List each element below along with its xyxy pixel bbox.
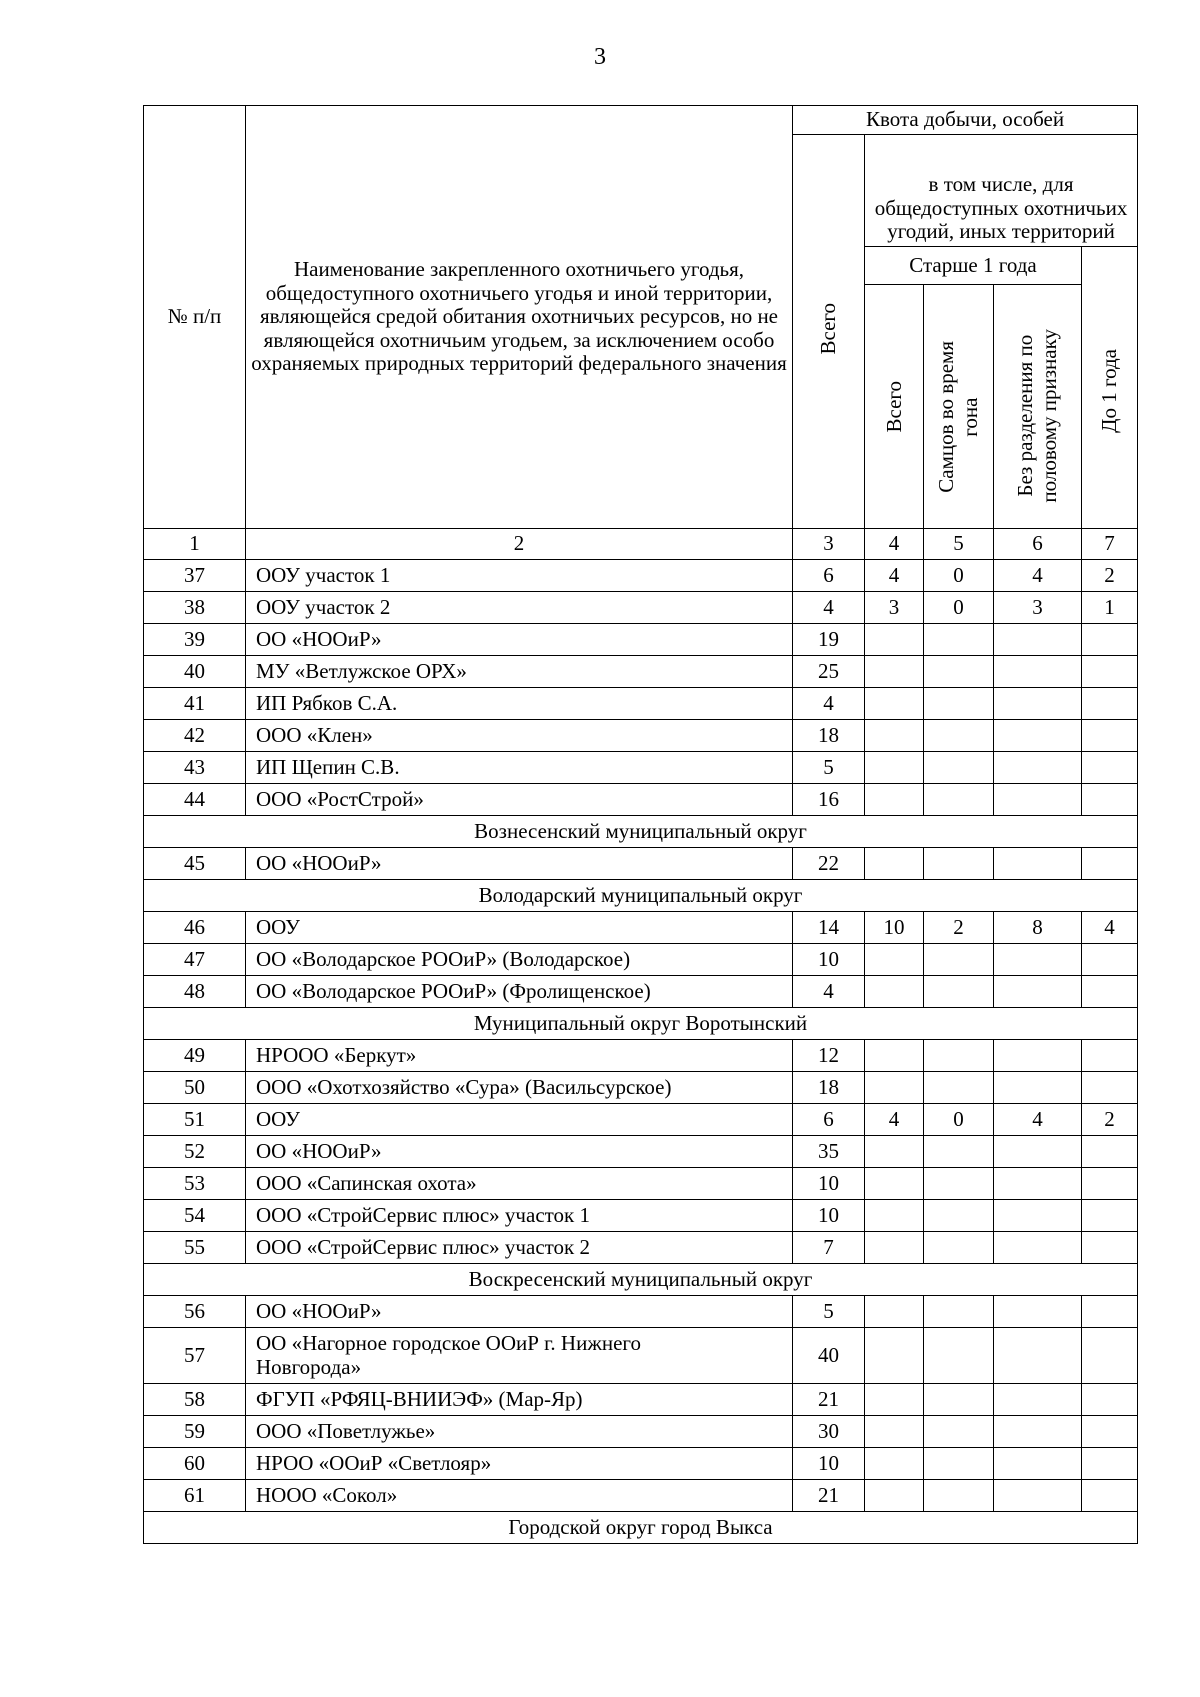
land-name: ООО «Охотхозяйство «Сура» (Васильсурское) <box>246 1072 793 1104</box>
quota-total: 12 <box>793 1040 865 1072</box>
table-row <box>144 944 1138 976</box>
males-during-rut: 0 <box>924 592 994 624</box>
row-number: 49 <box>144 1040 246 1072</box>
table-row <box>144 656 1138 688</box>
land-name: ИП Щепин С.В. <box>246 752 793 784</box>
row-number: 46 <box>144 912 246 944</box>
older-total: 3 <box>865 592 924 624</box>
header-total: Всего <box>816 302 841 355</box>
no-sex-distinction: 4 <box>994 1104 1082 1136</box>
under-one-year <box>1082 752 1138 784</box>
row-number: 59 <box>144 1416 246 1448</box>
column-number: 3 <box>793 529 865 560</box>
land-name: ООУ <box>246 1104 793 1136</box>
land-name: ОО «НООиР» <box>246 1296 793 1328</box>
males-during-rut <box>924 624 994 656</box>
quota-total: 30 <box>793 1416 865 1448</box>
under-one-year <box>1082 1136 1138 1168</box>
older-total <box>865 1296 924 1328</box>
under-one-year <box>1082 1480 1138 1512</box>
no-sex-distinction <box>994 1200 1082 1232</box>
older-total: 4 <box>865 560 924 592</box>
quota-total: 10 <box>793 1168 865 1200</box>
males-during-rut <box>924 1328 994 1384</box>
page-number: 3 <box>594 44 606 70</box>
district-section-row <box>144 1264 1138 1296</box>
land-name: ООО «Клен» <box>246 720 793 752</box>
no-sex-distinction <box>994 720 1082 752</box>
header-males: Самцов во время гона <box>934 340 983 493</box>
table-body <box>144 560 1138 1544</box>
no-sex-distinction <box>994 848 1082 880</box>
hunting-quota-table <box>143 105 1138 1544</box>
district-title: Вознесенский муниципальный округ <box>144 816 1138 848</box>
land-name: ОО «Нагорное городское ООиР г. Нижнего Новгорода» <box>246 1328 793 1384</box>
males-during-rut <box>924 1448 994 1480</box>
no-sex-distinction <box>994 1384 1082 1416</box>
row-number: 39 <box>144 624 246 656</box>
header-males-cell <box>924 285 994 529</box>
under-one-year <box>1082 1448 1138 1480</box>
older-total <box>865 1136 924 1168</box>
quota-total: 10 <box>793 1200 865 1232</box>
males-during-rut: 0 <box>924 1104 994 1136</box>
table-row <box>144 912 1138 944</box>
land-name: НРООО «Беркут» <box>246 1040 793 1072</box>
table-row <box>144 1136 1138 1168</box>
under-one-year <box>1082 1296 1138 1328</box>
table-row <box>144 1200 1138 1232</box>
older-total <box>865 1384 924 1416</box>
land-name: ООО «СтройСервис плюс» участок 2 <box>246 1232 793 1264</box>
males-during-rut <box>924 848 994 880</box>
under-one-year <box>1082 1072 1138 1104</box>
no-sex-distinction <box>994 1072 1082 1104</box>
land-name: ОО «НООиР» <box>246 848 793 880</box>
land-name: ООУ участок 2 <box>246 592 793 624</box>
under-one-year <box>1082 1040 1138 1072</box>
males-during-rut <box>924 656 994 688</box>
no-sex-distinction <box>994 944 1082 976</box>
land-name: ООО «РостСтрой» <box>246 784 793 816</box>
under-one-year <box>1082 976 1138 1008</box>
row-number: 43 <box>144 752 246 784</box>
land-name: ОО «НООиР» <box>246 1136 793 1168</box>
column-numbers-row <box>144 529 1138 560</box>
row-number: 45 <box>144 848 246 880</box>
quota-total: 21 <box>793 1480 865 1512</box>
row-number: 41 <box>144 688 246 720</box>
males-during-rut <box>924 1384 994 1416</box>
header-name: Наименование закрепленного охотничьего угодья, общедоступного охотничьего угодья и иной территории, являющейся средой обитания охотничьих ресурсов, но не являющейся охотничьим угодьем, за исключением особо охраняемых природных территорий федерального значения <box>246 106 793 529</box>
no-sex-distinction <box>994 624 1082 656</box>
quota-total: 5 <box>793 752 865 784</box>
under-one-year <box>1082 1232 1138 1264</box>
district-section-row <box>144 816 1138 848</box>
no-sex-distinction <box>994 1296 1082 1328</box>
row-number: 47 <box>144 944 246 976</box>
males-during-rut <box>924 1168 994 1200</box>
males-during-rut <box>924 1232 994 1264</box>
under-one-year <box>1082 624 1138 656</box>
under-one-year <box>1082 1168 1138 1200</box>
quota-total: 10 <box>793 944 865 976</box>
under-one-year <box>1082 1416 1138 1448</box>
no-sex-distinction <box>994 1328 1082 1384</box>
older-total <box>865 1328 924 1384</box>
row-number: 57 <box>144 1328 246 1384</box>
quota-total: 19 <box>793 624 865 656</box>
males-during-rut <box>924 1040 994 1072</box>
district-title: Муниципальный округ Воротынский <box>144 1008 1138 1040</box>
quota-total: 10 <box>793 1448 865 1480</box>
older-total <box>865 1448 924 1480</box>
column-number: 6 <box>994 529 1082 560</box>
quota-total: 25 <box>793 656 865 688</box>
no-sex-distinction <box>994 752 1082 784</box>
older-total <box>865 656 924 688</box>
males-during-rut <box>924 1072 994 1104</box>
land-name: ИП Рябков С.А. <box>246 688 793 720</box>
males-during-rut <box>924 1296 994 1328</box>
row-number: 58 <box>144 1384 246 1416</box>
quota-total: 4 <box>793 688 865 720</box>
row-number: 37 <box>144 560 246 592</box>
older-total <box>865 848 924 880</box>
table-row <box>144 848 1138 880</box>
table-row <box>144 1040 1138 1072</box>
table-row <box>144 1416 1138 1448</box>
district-title: Воскресенский муниципальный округ <box>144 1264 1138 1296</box>
table-row <box>144 784 1138 816</box>
under-one-year <box>1082 848 1138 880</box>
table-row <box>144 1448 1138 1480</box>
quota-total: 18 <box>793 1072 865 1104</box>
table-row <box>144 720 1138 752</box>
no-sex-distinction <box>994 688 1082 720</box>
table-row <box>144 688 1138 720</box>
district-section-row <box>144 880 1138 912</box>
table-row <box>144 1104 1138 1136</box>
header-under1: До 1 года <box>1097 348 1122 433</box>
land-name: ОО «Володарское РООиР» (Фролищенское) <box>246 976 793 1008</box>
header-no-sex-cell <box>994 285 1082 529</box>
males-during-rut: 2 <box>924 912 994 944</box>
quota-total: 16 <box>793 784 865 816</box>
quota-total: 5 <box>793 1296 865 1328</box>
header-under1-cell <box>1082 247 1138 529</box>
table-row <box>144 1168 1138 1200</box>
column-number: 7 <box>1082 529 1138 560</box>
row-number: 50 <box>144 1072 246 1104</box>
table-row <box>144 592 1138 624</box>
males-during-rut <box>924 976 994 1008</box>
district-section-row <box>144 1008 1138 1040</box>
males-during-rut: 0 <box>924 560 994 592</box>
quota-total: 40 <box>793 1328 865 1384</box>
under-one-year: 2 <box>1082 560 1138 592</box>
no-sex-distinction <box>994 784 1082 816</box>
no-sex-distinction <box>994 1480 1082 1512</box>
no-sex-distinction <box>994 976 1082 1008</box>
land-name: НООО «Сокол» <box>246 1480 793 1512</box>
quota-total: 35 <box>793 1136 865 1168</box>
land-name: ОО «Володарское РООиР» (Володарское) <box>246 944 793 976</box>
older-total: 10 <box>865 912 924 944</box>
column-number: 5 <box>924 529 994 560</box>
under-one-year <box>1082 656 1138 688</box>
quota-total: 21 <box>793 1384 865 1416</box>
older-total <box>865 1040 924 1072</box>
no-sex-distinction <box>994 1040 1082 1072</box>
males-during-rut <box>924 688 994 720</box>
under-one-year <box>1082 1328 1138 1384</box>
land-name: ООО «Поветлужье» <box>246 1416 793 1448</box>
table-row <box>144 560 1138 592</box>
header-including: в том числе, для общедоступных охотничьих угодий, иных территорий <box>865 135 1138 247</box>
males-during-rut <box>924 752 994 784</box>
header-no-sex: Без разделения по половому признаку <box>1013 328 1062 503</box>
quota-total: 14 <box>793 912 865 944</box>
under-one-year <box>1082 1200 1138 1232</box>
land-name: ФГУП «РФЯЦ-ВНИИЭФ» (Мар-Яр) <box>246 1384 793 1416</box>
under-one-year: 4 <box>1082 912 1138 944</box>
under-one-year <box>1082 784 1138 816</box>
land-name: ООО «СтройСервис плюс» участок 1 <box>246 1200 793 1232</box>
row-number: 48 <box>144 976 246 1008</box>
older-total <box>865 976 924 1008</box>
no-sex-distinction: 8 <box>994 912 1082 944</box>
males-during-rut <box>924 1200 994 1232</box>
males-during-rut <box>924 944 994 976</box>
table-row <box>144 1232 1138 1264</box>
row-number: 51 <box>144 1104 246 1136</box>
older-total <box>865 624 924 656</box>
row-number: 52 <box>144 1136 246 1168</box>
no-sex-distinction <box>994 656 1082 688</box>
district-title: Городской округ город Выкса <box>144 1512 1138 1544</box>
district-section-row <box>144 1512 1138 1544</box>
no-sex-distinction <box>994 1168 1082 1200</box>
older-total <box>865 1480 924 1512</box>
males-during-rut <box>924 1416 994 1448</box>
header-older: Старше 1 года <box>865 247 1082 285</box>
quota-total: 22 <box>793 848 865 880</box>
land-name: ОО «НООиР» <box>246 624 793 656</box>
row-number: 38 <box>144 592 246 624</box>
older-total <box>865 1168 924 1200</box>
older-total <box>865 784 924 816</box>
no-sex-distinction <box>994 1232 1082 1264</box>
males-during-rut <box>924 1136 994 1168</box>
older-total: 4 <box>865 1104 924 1136</box>
older-total <box>865 752 924 784</box>
older-total <box>865 1072 924 1104</box>
row-number: 54 <box>144 1200 246 1232</box>
quota-total: 18 <box>793 720 865 752</box>
table-row <box>144 624 1138 656</box>
quota-total: 7 <box>793 1232 865 1264</box>
header-number: № п/п <box>144 106 246 529</box>
header-older-total: Всего <box>881 380 906 433</box>
table-row <box>144 752 1138 784</box>
no-sex-distinction: 4 <box>994 560 1082 592</box>
table-row <box>144 1328 1138 1384</box>
land-name: МУ «Ветлужское ОРХ» <box>246 656 793 688</box>
row-number: 61 <box>144 1480 246 1512</box>
older-total <box>865 1200 924 1232</box>
header-quota: Квота добычи, особей <box>793 106 1138 135</box>
older-total <box>865 1232 924 1264</box>
under-one-year: 1 <box>1082 592 1138 624</box>
no-sex-distinction <box>994 1448 1082 1480</box>
older-total <box>865 688 924 720</box>
table-row <box>144 1480 1138 1512</box>
district-title: Володарский муниципальный округ <box>144 880 1138 912</box>
older-total <box>865 720 924 752</box>
under-one-year <box>1082 720 1138 752</box>
under-one-year <box>1082 1384 1138 1416</box>
under-one-year <box>1082 688 1138 720</box>
no-sex-distinction <box>994 1416 1082 1448</box>
row-number: 53 <box>144 1168 246 1200</box>
males-during-rut <box>924 784 994 816</box>
under-one-year: 2 <box>1082 1104 1138 1136</box>
no-sex-distinction: 3 <box>994 592 1082 624</box>
row-number: 56 <box>144 1296 246 1328</box>
row-number: 55 <box>144 1232 246 1264</box>
males-during-rut <box>924 1480 994 1512</box>
males-during-rut <box>924 720 994 752</box>
row-number: 40 <box>144 656 246 688</box>
quota-total: 4 <box>793 976 865 1008</box>
header-older-total-cell <box>865 285 924 529</box>
older-total <box>865 1416 924 1448</box>
table-row <box>144 1384 1138 1416</box>
under-one-year <box>1082 944 1138 976</box>
column-number: 1 <box>144 529 246 560</box>
column-number: 2 <box>246 529 793 560</box>
table-row <box>144 976 1138 1008</box>
table-row <box>144 1296 1138 1328</box>
quota-total: 4 <box>793 592 865 624</box>
land-name: ООО «Сапинская охота» <box>246 1168 793 1200</box>
older-total <box>865 944 924 976</box>
column-number: 4 <box>865 529 924 560</box>
quota-total: 6 <box>793 560 865 592</box>
land-name: ООУ <box>246 912 793 944</box>
no-sex-distinction <box>994 1136 1082 1168</box>
header-total-cell <box>793 135 865 529</box>
table-row <box>144 1072 1138 1104</box>
land-name: НРОО «ООиР «Светлояр» <box>246 1448 793 1480</box>
row-number: 60 <box>144 1448 246 1480</box>
land-name: ООУ участок 1 <box>246 560 793 592</box>
quota-total: 6 <box>793 1104 865 1136</box>
row-number: 44 <box>144 784 246 816</box>
row-number: 42 <box>144 720 246 752</box>
